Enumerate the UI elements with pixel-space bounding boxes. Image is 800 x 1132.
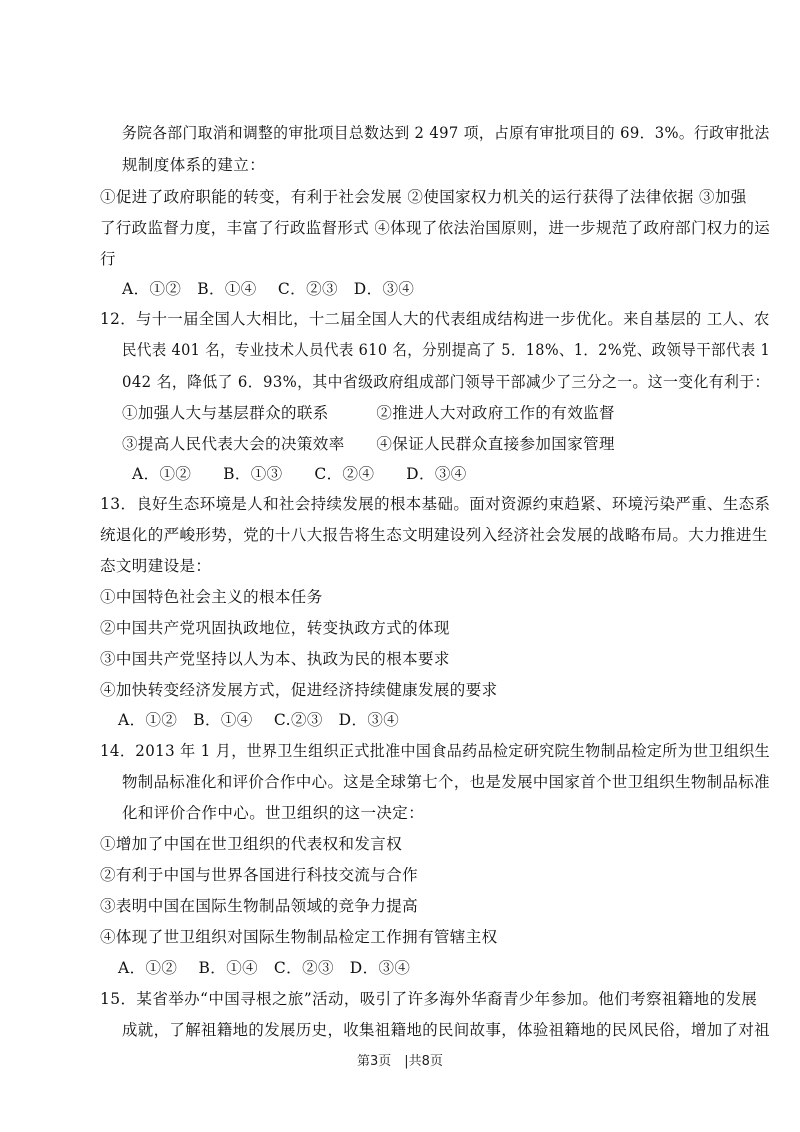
q15-stem-line-1: 15．某省举办“中国寻根之旅”活动，吸引了许多海外华裔青少年参加。他们考察祖籍地的发展 <box>100 990 758 1008</box>
q13-option-2: ②中国共产党巩固执政地位，转变执政方式的体现 <box>100 619 450 637</box>
q11-option-line-1: ①促进了政府职能的转变，有利于社会发展 ②使国家权力机关的运行获得了法律依据 ③加强 <box>100 188 747 206</box>
q14-stem-line-3: 化和评价合作中心。世卫组织的这一决定： <box>122 804 425 822</box>
q15-stem-line-2: 成就，了解祖籍地的发展历史，收集祖籍地的民间故事，体验祖籍地的民风民俗，增加了对祖 <box>122 1021 770 1039</box>
q11-option-line-3: 行 <box>100 250 116 268</box>
q11-option-line-2: 了行政监督力度，丰富了行政监督形式 ④体现了依法治国原则，进一步规范了政府部门权力的运 <box>100 219 771 237</box>
q12-stem-line-3: 042 名，降低了 6．93%，其中省级政府组成部门领导干部减少了三分之一。这一变化有利于： <box>122 373 770 391</box>
q12-answer-choices: A．①② B．①③ C．②④ D．③④ <box>132 465 467 483</box>
q14-option-3: ③表明中国在国际生物制品领域的竞争力提高 <box>100 897 419 915</box>
q14-answer-choices: A．①② B．①④ C．②③ D．③④ <box>118 959 411 977</box>
q13-stem-line-3: 态文明建设是： <box>100 557 212 575</box>
q11-stem-line-2: 规制度体系的建立： <box>122 156 266 174</box>
q12-stem-line-2: 民代表 401 名，专业技术人员代表 610 名，分别提高了 5．18%、1．2%党、政领导干部代表 1 <box>122 341 771 359</box>
q14-option-2: ②有利于中国与世界各国进行科技交流与合作 <box>100 866 419 884</box>
q14-stem-line-1: 14．2013 年 1 月，世界卫生组织正式批准中国食品药品检定研究院生物制品检定所为世卫组织生 <box>100 742 771 760</box>
q14-stem-line-2: 物制品标准化和评价合作中心。这是全球第七个，也是发展中国家首个世卫组织生物制品标准 <box>122 773 770 791</box>
q12-option-line-1: ①加强人大与基层群众的联系 ②推进人大对政府工作的有效监督 <box>122 404 615 422</box>
q14-option-1: ①增加了中国在世卫组织的代表权和发言权 <box>100 835 403 853</box>
q13-option-1: ①中国特色社会主义的根本任务 <box>100 588 323 606</box>
q13-option-3: ③中国共产党坚持以人为本、执政为民的根本要求 <box>100 650 450 668</box>
q13-stem-line-1: 13．良好生态环境是人和社会持续发展的根本基础。面对资源约束趋紧、环境污染严重、生态系 <box>100 495 771 513</box>
page-number-footer: 第3页 |共8页 <box>357 1054 443 1069</box>
q14-option-4: ④体现了世卫组织对国际生物制品检定工作拥有管辖主权 <box>100 928 498 946</box>
q13-stem-line-2: 统退化的严峻形势，党的十八大报告将生态文明建设列入经济社会发展的战略布局。大力推进生 <box>100 526 768 544</box>
q12-option-line-2: ③提高人民代表大会的决策效率 ④保证人民群众直接参加国家管理 <box>122 435 615 453</box>
q11-stem-line-1: 务院各部门取消和调整的审批项目总数达到 2 497 项，占原有审批项目的 69．3%。行政审批法 <box>122 124 770 142</box>
q11-answer-choices: A．①② B．①④ C．②③ D．③④ <box>122 280 415 298</box>
q12-stem-line-1: 12．与十一届全国人大相比，十二届全国人大的代表组成结构进一步优化。来自基层的 工人、农 <box>100 310 770 328</box>
q13-answer-choices: A．①② B．①④ C.②③ D．③④ <box>118 711 400 729</box>
q13-option-4: ④加快转变经济发展方式，促进经济持续健康发展的要求 <box>100 681 498 699</box>
